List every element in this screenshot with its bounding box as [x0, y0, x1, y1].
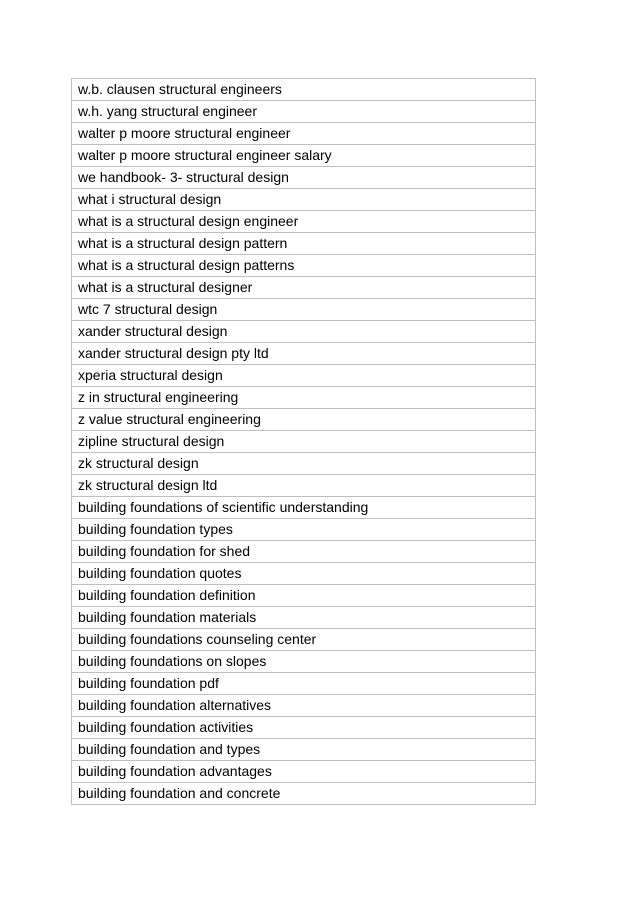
table-cell: building foundation alternatives [72, 695, 536, 717]
table-cell: building foundations of scientific understanding [72, 497, 536, 519]
table-row [72, 497, 536, 519]
table-cell: what is a structural design engineer [72, 211, 536, 233]
table-cell: building foundation quotes [72, 563, 536, 585]
table-cell: building foundation types [72, 519, 536, 541]
table-cell: building foundations on slopes [72, 651, 536, 673]
table-cell: z value structural engineering [72, 409, 536, 431]
table-cell: building foundation advantages [72, 761, 536, 783]
table-cell: we handbook- 3- structural design [72, 167, 536, 189]
keyword-table-body [72, 79, 536, 805]
table-row [72, 783, 536, 805]
table-cell: what is a structural designer [72, 277, 536, 299]
table-cell: walter p moore structural engineer [72, 123, 536, 145]
table-row [72, 475, 536, 497]
table-cell: building foundations counseling center [72, 629, 536, 651]
table-row [72, 79, 536, 101]
table-cell: zk structural design [72, 453, 536, 475]
table-row [72, 761, 536, 783]
table-cell: w.h. yang structural engineer [72, 101, 536, 123]
table-row [72, 365, 536, 387]
table-row [72, 321, 536, 343]
table-row [72, 695, 536, 717]
table-row [72, 233, 536, 255]
table-row [72, 167, 536, 189]
table-cell: building foundation pdf [72, 673, 536, 695]
table-row [72, 299, 536, 321]
table-cell: wtc 7 structural design [72, 299, 536, 321]
table-row [72, 453, 536, 475]
table-row [72, 431, 536, 453]
table-row [72, 541, 536, 563]
keyword-table [71, 78, 536, 805]
table-cell: building foundation definition [72, 585, 536, 607]
table-cell: building foundation and concrete [72, 783, 536, 805]
table-row [72, 123, 536, 145]
table-cell: xander structural design [72, 321, 536, 343]
table-cell: building foundation activities [72, 717, 536, 739]
table-cell: what is a structural design pattern [72, 233, 536, 255]
table-row [72, 387, 536, 409]
table-row [72, 651, 536, 673]
table-cell: xander structural design pty ltd [72, 343, 536, 365]
table-row [72, 673, 536, 695]
table-cell: walter p moore structural engineer salary [72, 145, 536, 167]
table-row [72, 145, 536, 167]
table-row [72, 519, 536, 541]
table-cell: zipline structural design [72, 431, 536, 453]
table-cell: building foundation materials [72, 607, 536, 629]
table-row [72, 739, 536, 761]
table-row [72, 563, 536, 585]
table-row [72, 409, 536, 431]
table-row [72, 629, 536, 651]
table-cell: building foundation and types [72, 739, 536, 761]
table-cell: what is a structural design patterns [72, 255, 536, 277]
table-cell: xperia structural design [72, 365, 536, 387]
table-row [72, 717, 536, 739]
table-row [72, 211, 536, 233]
table-row [72, 585, 536, 607]
table-cell: z in structural engineering [72, 387, 536, 409]
table-row [72, 277, 536, 299]
table-row [72, 189, 536, 211]
table-cell: building foundation for shed [72, 541, 536, 563]
table-cell: zk structural design ltd [72, 475, 536, 497]
table-cell: what i structural design [72, 189, 536, 211]
table-row [72, 343, 536, 365]
table-row [72, 255, 536, 277]
table-cell: w.b. clausen structural engineers [72, 79, 536, 101]
table-row [72, 101, 536, 123]
table-row [72, 607, 536, 629]
